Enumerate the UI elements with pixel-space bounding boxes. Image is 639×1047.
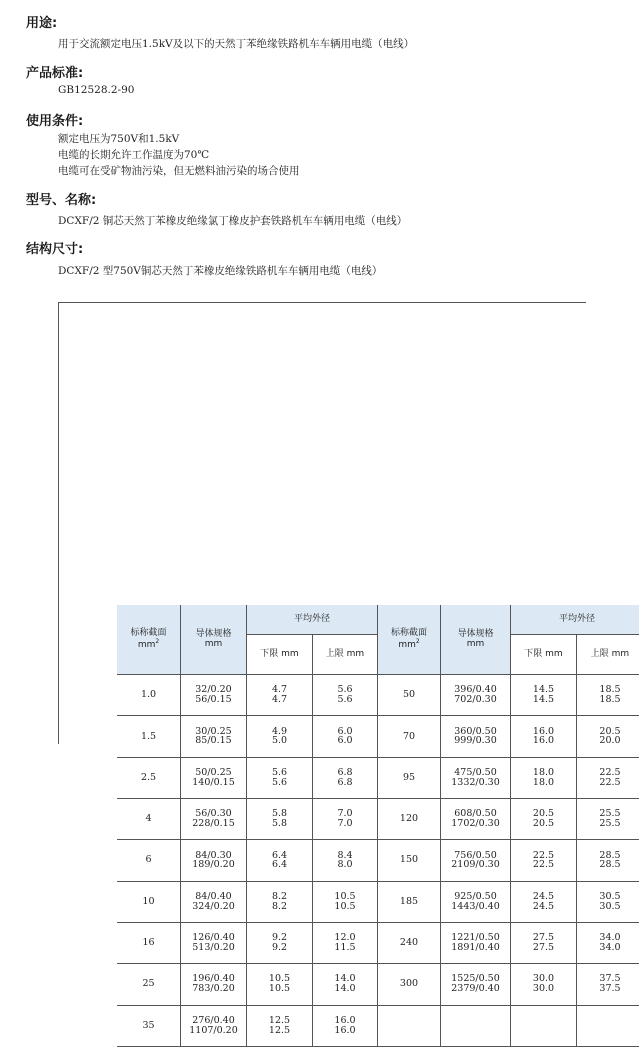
area-cell: 300 [378, 964, 441, 1005]
lower-cell: 5.6 5.6 [247, 758, 313, 799]
upper-cell: 6.8 6.8 [313, 758, 378, 799]
table-header-row [117, 605, 639, 675]
table-row [117, 799, 639, 840]
lower-cell: 4.9 5.0 [247, 716, 313, 757]
area-cell: 10 [117, 882, 181, 923]
lower-cell: 9.2 9.2 [247, 923, 313, 964]
lower-cell: 27.5 27.5 [511, 923, 577, 964]
area-cell: 50 [378, 675, 441, 716]
table-row [117, 716, 639, 757]
spec-cell: 196/0.40 783/0.20 [181, 964, 247, 1005]
condition-line-2: 电缆的长期允许工作温度为70℃ [58, 149, 210, 161]
header-avg-od-2: 平均外径 [511, 605, 639, 635]
spec-cell: 30/0.25 85/0.15 [181, 716, 247, 757]
upper-cell: 16.0 16.0 [313, 1006, 378, 1047]
upper-cell: 20.5 20.0 [577, 716, 639, 757]
upper-cell: 37.5 37.5 [577, 964, 639, 1005]
upper-cell: 14.0 14.0 [313, 964, 378, 1005]
spec-cell: 1525/0.50 2379/0.40 [441, 964, 511, 1005]
empty-cell [378, 1006, 441, 1047]
lower-cell: 12.5 12.5 [247, 1006, 313, 1047]
structure-text: DCXF/2 型750V铜芯天然丁苯橡皮绝缘铁路机车车辆用电缆（电线） [58, 265, 383, 277]
upper-cell: 25.5 25.5 [577, 799, 639, 840]
area-cell: 6 [117, 840, 181, 881]
upper-cell: 10.5 10.5 [313, 882, 378, 923]
spec-cell: 84/0.40 324/0.20 [181, 882, 247, 923]
lower-cell: 30.0 30.0 [511, 964, 577, 1005]
area-cell: 4 [117, 799, 181, 840]
spec-cell: 126/0.40 513/0.20 [181, 923, 247, 964]
upper-cell: 6.0 6.0 [313, 716, 378, 757]
header-avg-od: 平均外径 [247, 605, 378, 635]
area-cell: 1.0 [117, 675, 181, 716]
area-cell: 25 [117, 964, 181, 1005]
header-area-label: 标称截面 [130, 628, 167, 639]
structure-title: 结构尺寸: [26, 242, 84, 257]
header-area-unit: mm [137, 639, 156, 650]
condition-line-3: 电缆可在受矿物油污染，但无燃料油污染的场合使用 [58, 165, 300, 177]
header-avg-od-group-2 [511, 605, 639, 675]
header-area-sup: 2 [155, 637, 160, 645]
spec-cell: 925/0.50 1443/0.40 [441, 882, 511, 923]
lower-cell: 10.5 10.5 [247, 964, 313, 1005]
header-area [117, 605, 181, 675]
dimensions-table [58, 302, 630, 1036]
upper-cell: 22.5 22.5 [577, 758, 639, 799]
area-cell: 185 [378, 882, 441, 923]
standard-title: 产品标准: [26, 66, 84, 81]
header-area-2 [378, 605, 441, 675]
area-cell: 95 [378, 758, 441, 799]
area-cell: 2.5 [117, 758, 181, 799]
upper-cell: 5.6 5.6 [313, 675, 378, 716]
upper-cell: 30.5 30.5 [577, 882, 639, 923]
lower-cell: 8.2 8.2 [247, 882, 313, 923]
header-area-label-2: 标称截面 [390, 628, 427, 639]
table-row [117, 758, 639, 799]
table-row [117, 840, 639, 881]
lower-cell: 20.5 20.5 [511, 799, 577, 840]
header-lower-2: 下限 mm [511, 635, 577, 675]
spec-cell: 56/0.30 228/0.15 [181, 799, 247, 840]
area-cell: 150 [378, 840, 441, 881]
empty-cell [441, 1006, 511, 1047]
spec-cell: 84/0.30 189/0.20 [181, 840, 247, 881]
lower-cell: 6.4 6.4 [247, 840, 313, 881]
header-lower: 下限 mm [247, 635, 313, 675]
lower-cell: 14.5 14.5 [511, 675, 577, 716]
standard-text: GB12528.2-90 [58, 84, 135, 96]
spec-cell: 360/0.50 999/0.30 [441, 716, 511, 757]
header-avg-od-group [247, 605, 378, 675]
area-cell: 70 [378, 716, 441, 757]
header-conductor [181, 605, 247, 675]
upper-cell: 34.0 34.0 [577, 923, 639, 964]
header-upper-2: 上限 mm [577, 635, 639, 675]
header-conductor-label-2: 导体规格 [457, 629, 494, 640]
spec-cell: 756/0.50 2109/0.30 [441, 840, 511, 881]
spec-cell: 276/0.40 1107/0.20 [181, 1006, 247, 1047]
spec-cell: 1221/0.50 1891/0.40 [441, 923, 511, 964]
lower-cell: 18.0 18.0 [511, 758, 577, 799]
usage-title: 用途: [26, 16, 58, 31]
area-cell: 35 [117, 1006, 181, 1047]
lower-cell: 16.0 16.0 [511, 716, 577, 757]
upper-cell: 12.0 11.5 [313, 923, 378, 964]
area-cell: 120 [378, 799, 441, 840]
spec-cell: 32/0.20 56/0.15 [181, 675, 247, 716]
lower-cell: 24.5 24.5 [511, 882, 577, 923]
spec-cell: 608/0.50 1702/0.30 [441, 799, 511, 840]
conditions-title: 使用条件: [26, 114, 84, 129]
area-cell: 16 [117, 923, 181, 964]
table-row [117, 923, 639, 964]
header-conductor-unit: mm [204, 638, 223, 649]
header-area-sup-2: 2 [415, 637, 420, 645]
area-cell: 1.5 [117, 716, 181, 757]
lower-cell: 4.7 4.7 [247, 675, 313, 716]
table-row [117, 882, 639, 923]
area-cell: 240 [378, 923, 441, 964]
lower-cell: 22.5 22.5 [511, 840, 577, 881]
header-conductor-2 [441, 605, 511, 675]
table-row [117, 675, 639, 716]
condition-line-1: 额定电压为750V和1.5kV [58, 133, 180, 145]
upper-cell: 7.0 7.0 [313, 799, 378, 840]
empty-cell [511, 1006, 577, 1047]
spec-cell: 50/0.25 140/0.15 [181, 758, 247, 799]
spec-cell: 475/0.50 1332/0.30 [441, 758, 511, 799]
header-conductor-unit-2: mm [466, 638, 485, 649]
header-area-unit-2: mm [398, 639, 416, 650]
header-upper: 上限 mm [313, 635, 378, 675]
upper-cell: 18.5 18.5 [577, 675, 639, 716]
usage-text: 用于交流额定电压1.5kV及以下的天然丁苯绝缘铁路机车车辆用电缆（电线） [58, 38, 415, 50]
upper-cell: 28.5 28.5 [577, 840, 639, 881]
table-row [117, 964, 639, 1005]
model-title: 型号、名称: [26, 193, 97, 208]
table-row [117, 1006, 639, 1047]
upper-cell: 8.4 8.0 [313, 840, 378, 881]
model-text: DCXF/2 铜芯天然丁苯橡皮绝缘氯丁橡皮护套铁路机车车辆用电缆（电线） [58, 215, 408, 227]
spec-cell: 396/0.40 702/0.30 [441, 675, 511, 716]
header-conductor-label: 导体规格 [195, 629, 232, 640]
empty-cell [577, 1006, 639, 1047]
lower-cell: 5.8 5.8 [247, 799, 313, 840]
